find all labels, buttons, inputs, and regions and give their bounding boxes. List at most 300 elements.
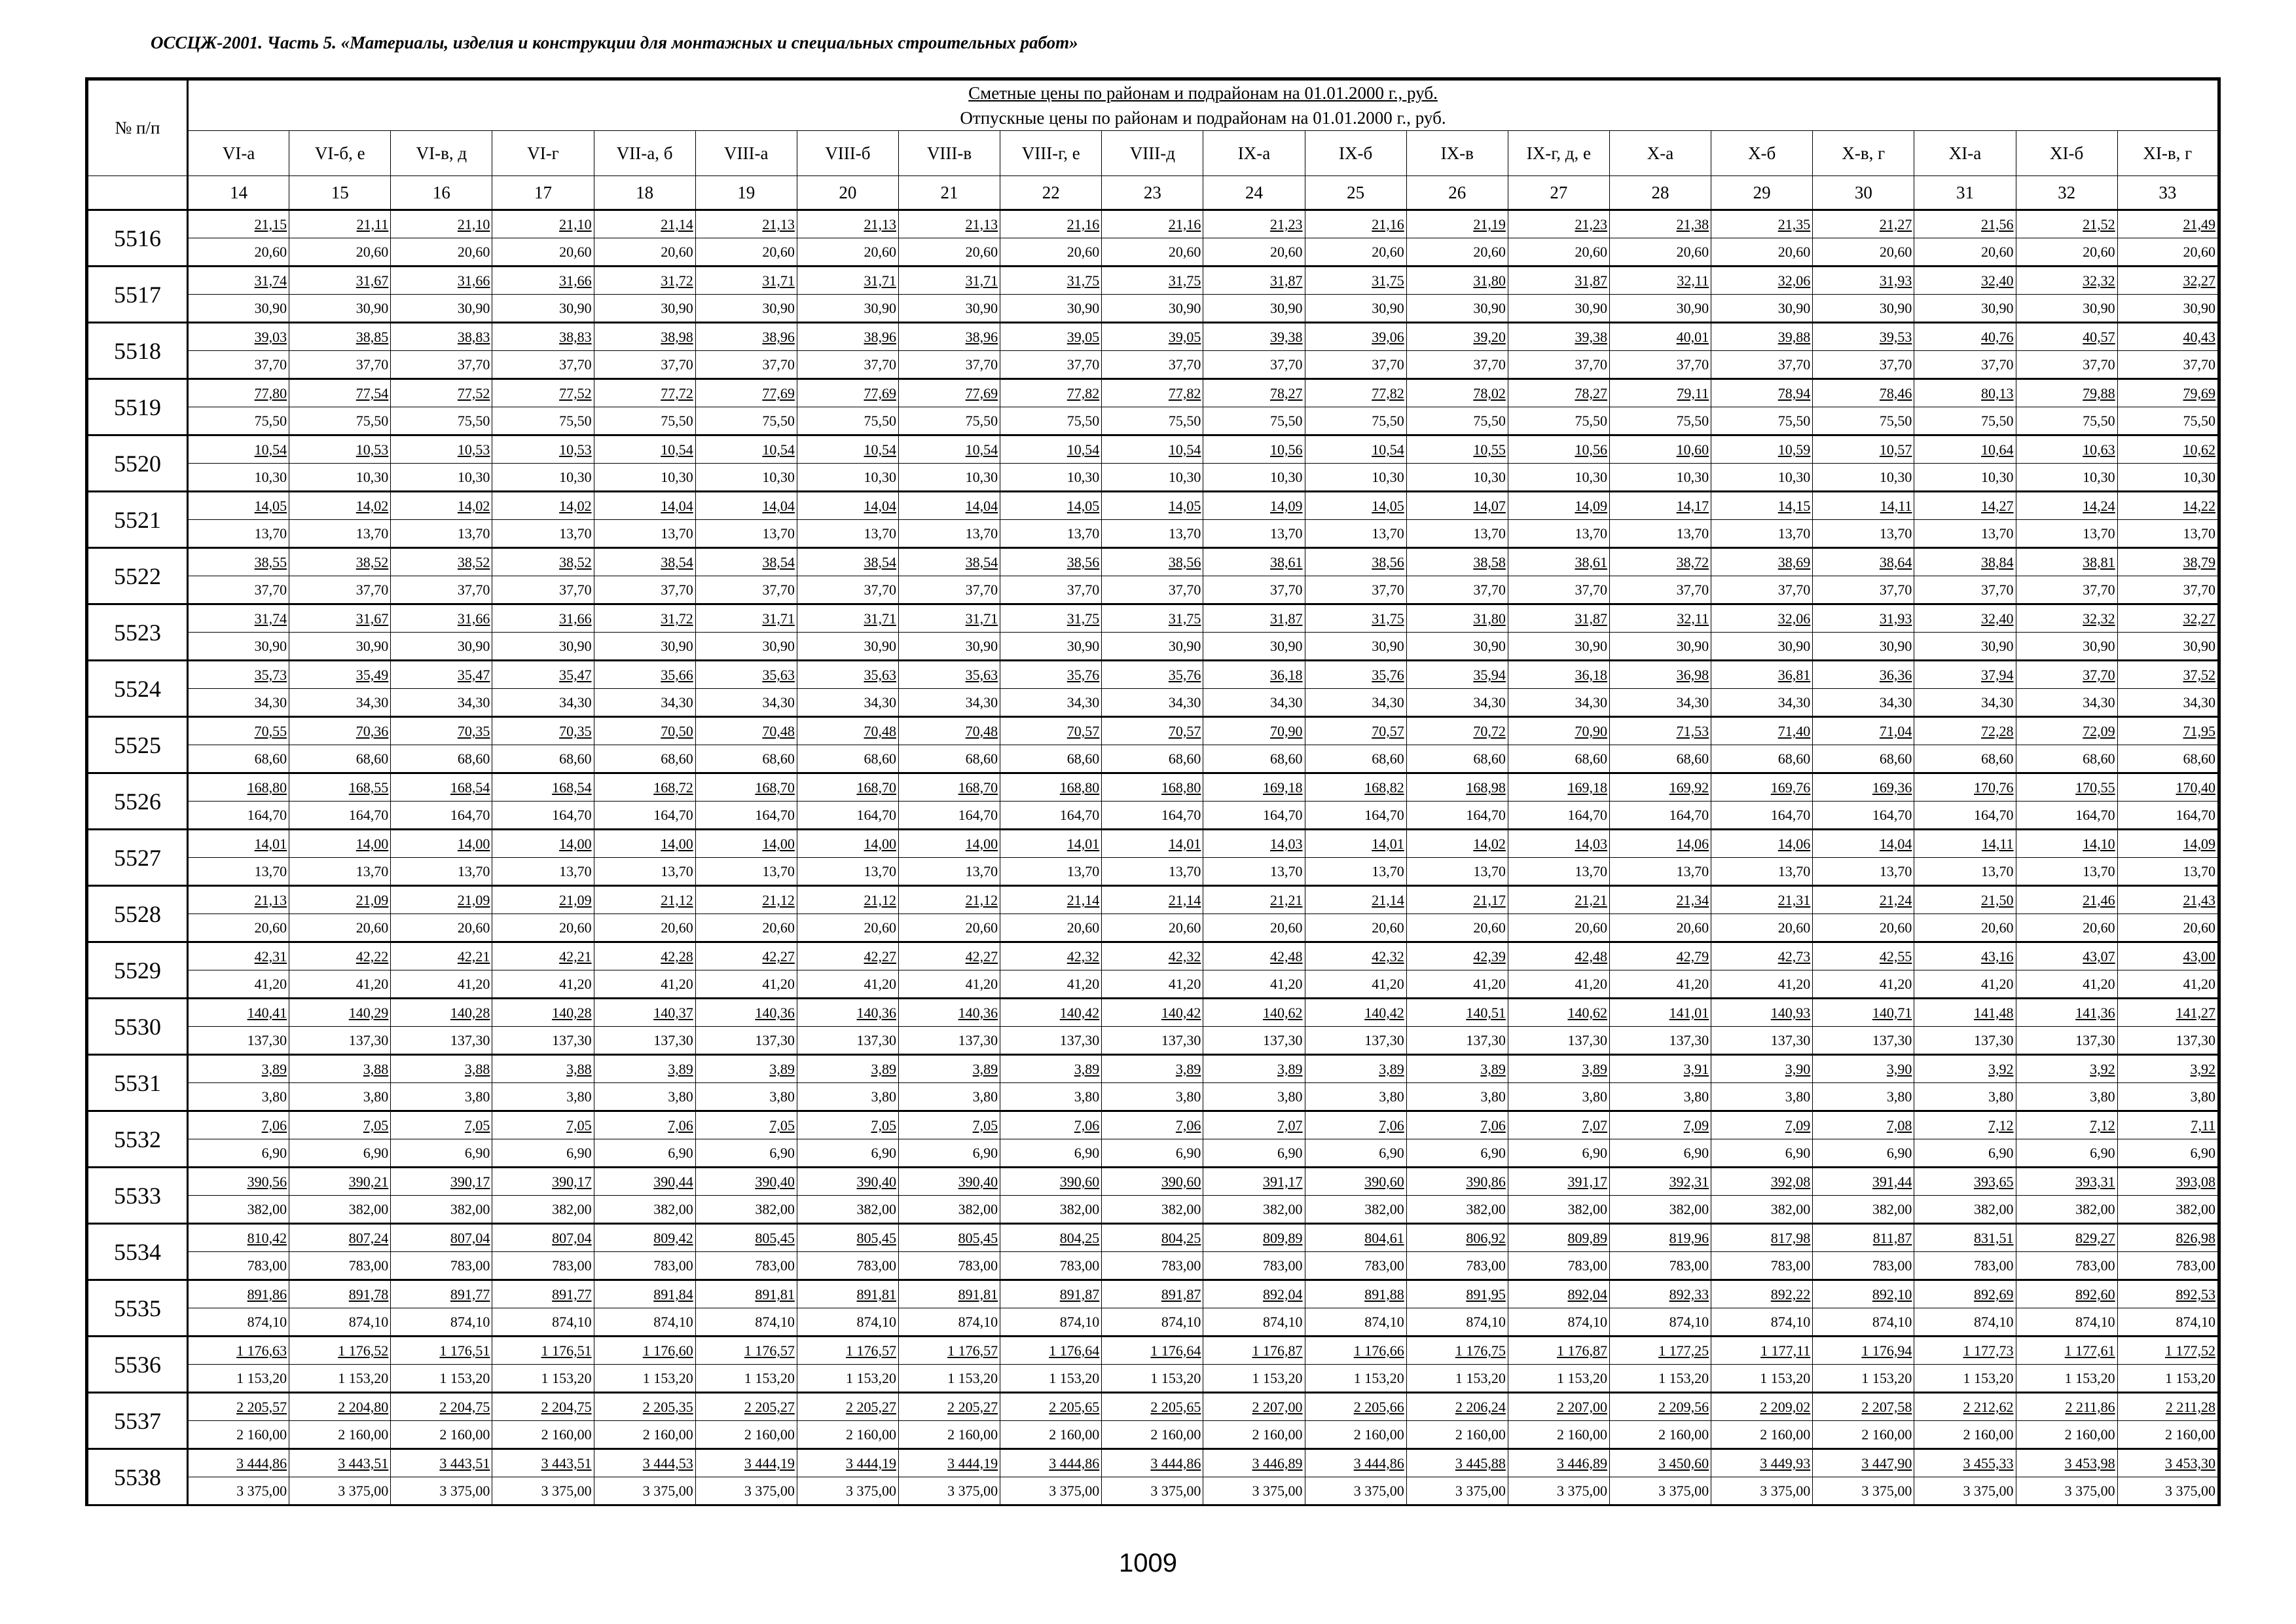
price-cell xyxy=(492,773,594,830)
price-cell xyxy=(898,1280,1000,1337)
release-price: 20,60 xyxy=(1407,913,1508,941)
release-price: 1 153,20 xyxy=(1407,1364,1508,1392)
release-price: 2 160,00 xyxy=(1711,1420,1812,1448)
price-cell xyxy=(391,717,492,773)
price-cell xyxy=(1711,435,1813,492)
estimated-price: 31,75 xyxy=(1066,272,1100,289)
estimated-price: 21,21 xyxy=(1270,892,1303,908)
estimated-price: 38,54 xyxy=(762,554,795,570)
estimated-price: 21,13 xyxy=(864,216,896,232)
estimated-price: 891,87 xyxy=(1059,1286,1100,1302)
price-cell xyxy=(1609,999,1711,1055)
release-price: 13,70 xyxy=(492,857,593,885)
estimated-price: 829,27 xyxy=(2075,1230,2115,1246)
estimated-price: 21,14 xyxy=(1168,892,1201,908)
price-cell xyxy=(1406,435,1508,492)
price-cell xyxy=(1813,886,1914,942)
price-cell xyxy=(1102,717,1203,773)
table-row xyxy=(87,886,2219,942)
price-cell xyxy=(2016,1280,2117,1337)
estimated-price: 79,88 xyxy=(2083,385,2115,401)
release-price: 41,20 xyxy=(189,970,289,997)
release-price: 75,50 xyxy=(696,407,797,434)
estimated-price: 42,73 xyxy=(1777,948,1811,965)
estimated-price: 35,73 xyxy=(254,667,287,683)
price-cell xyxy=(2117,1449,2219,1505)
estimated-price: 21,19 xyxy=(1473,216,1506,232)
release-price: 30,90 xyxy=(1407,294,1508,322)
release-price: 6,90 xyxy=(189,1139,289,1166)
release-price: 34,30 xyxy=(594,688,695,716)
estimated-price: 390,60 xyxy=(1059,1173,1100,1190)
release-price: 20,60 xyxy=(797,238,898,265)
estimated-price: 31,87 xyxy=(1270,272,1303,289)
release-price: 68,60 xyxy=(2118,745,2217,772)
price-cell xyxy=(1102,773,1203,830)
estimated-price: 141,36 xyxy=(2075,1005,2115,1021)
estimated-price: 42,31 xyxy=(254,948,287,965)
release-price: 6,90 xyxy=(1000,1139,1101,1166)
estimated-price: 7,11 xyxy=(2191,1117,2215,1134)
table-row xyxy=(87,717,2219,773)
price-cell xyxy=(1000,1337,1102,1393)
estimated-price: 31,75 xyxy=(1066,610,1100,627)
release-price: 13,70 xyxy=(2118,857,2217,885)
price-cell xyxy=(1914,604,2016,661)
estimated-price: 3 446,89 xyxy=(1556,1455,1607,1471)
estimated-price: 391,17 xyxy=(1567,1173,1607,1190)
release-price: 10,30 xyxy=(1203,463,1304,490)
price-cell xyxy=(492,1055,594,1111)
estimated-price: 38,83 xyxy=(457,329,490,345)
release-price: 34,30 xyxy=(2118,688,2217,716)
price-cell xyxy=(1203,604,1305,661)
estimated-price: 14,03 xyxy=(1270,836,1303,852)
estimated-price: 891,78 xyxy=(348,1286,389,1302)
price-cell xyxy=(2016,1055,2117,1111)
estimated-price: 3,89 xyxy=(668,1061,693,1077)
estimated-price: 40,76 xyxy=(1981,329,2014,345)
release-price: 10,30 xyxy=(696,463,797,490)
price-cell xyxy=(2117,492,2219,548)
region-header: IX-г, д, е xyxy=(1508,131,1609,176)
estimated-price: 37,52 xyxy=(2183,667,2215,683)
release-price: 34,30 xyxy=(1102,688,1203,716)
estimated-price: 21,11 xyxy=(356,216,389,232)
release-price: 30,90 xyxy=(289,632,390,659)
release-price: 3,80 xyxy=(1711,1082,1812,1110)
region-header: X-в, г xyxy=(1813,131,1914,176)
estimated-price: 36,18 xyxy=(1270,667,1303,683)
estimated-price: 390,40 xyxy=(755,1173,795,1190)
price-cell xyxy=(695,604,797,661)
estimated-price: 70,57 xyxy=(1168,723,1201,739)
column-number: 28 xyxy=(1609,176,1711,210)
release-price: 30,90 xyxy=(1813,632,1914,659)
estimated-price: 169,18 xyxy=(1567,779,1607,796)
release-price: 2 160,00 xyxy=(1102,1420,1203,1448)
release-price: 30,90 xyxy=(391,632,492,659)
table-row xyxy=(87,1280,2219,1337)
price-cell xyxy=(898,717,1000,773)
column-number: 26 xyxy=(1406,176,1508,210)
release-price: 10,30 xyxy=(1508,463,1609,490)
price-cell xyxy=(1813,1393,1914,1449)
estimated-price: 805,45 xyxy=(856,1230,896,1246)
price-cell xyxy=(1813,210,1914,267)
price-cell xyxy=(2117,1393,2219,1449)
price-cell xyxy=(797,1224,898,1280)
price-cell xyxy=(1203,1168,1305,1224)
estimated-price: 804,25 xyxy=(1059,1230,1100,1246)
release-price: 20,60 xyxy=(1813,913,1914,941)
release-price: 13,70 xyxy=(594,857,695,885)
release-price: 783,00 xyxy=(1407,1251,1508,1279)
release-price: 30,90 xyxy=(1610,294,1711,322)
price-cell xyxy=(898,830,1000,886)
release-price: 37,70 xyxy=(594,350,695,378)
estimated-price: 14,06 xyxy=(1777,836,1811,852)
price-cell xyxy=(1609,1393,1711,1449)
table-row xyxy=(87,1168,2219,1224)
estimated-price: 38,72 xyxy=(1676,554,1709,570)
price-cell xyxy=(797,942,898,999)
price-cell xyxy=(492,661,594,717)
estimated-price: 70,35 xyxy=(457,723,490,739)
price-cell xyxy=(898,548,1000,604)
estimated-price: 7,08 xyxy=(1886,1117,1912,1134)
estimated-price: 70,35 xyxy=(559,723,592,739)
estimated-price: 38,56 xyxy=(1168,554,1201,570)
table-row xyxy=(87,267,2219,323)
price-cell xyxy=(797,548,898,604)
estimated-price: 10,54 xyxy=(762,441,795,458)
price-cell xyxy=(492,1280,594,1337)
release-price: 382,00 xyxy=(1000,1195,1101,1223)
release-price: 37,70 xyxy=(1508,350,1609,378)
release-price: 30,90 xyxy=(1203,294,1304,322)
price-cell xyxy=(1609,773,1711,830)
release-price: 37,70 xyxy=(492,350,593,378)
release-price: 3,80 xyxy=(797,1082,898,1110)
estimated-price: 38,83 xyxy=(559,329,592,345)
release-price: 137,30 xyxy=(1508,1026,1609,1054)
estimated-price: 7,05 xyxy=(566,1117,592,1134)
estimated-price: 1 176,75 xyxy=(1455,1342,1506,1359)
table-row xyxy=(87,942,2219,999)
estimated-price: 42,27 xyxy=(762,948,795,965)
row-number: 5518 xyxy=(87,323,188,379)
price-cell xyxy=(2117,1168,2219,1224)
table-row xyxy=(87,1393,2219,1449)
estimated-price: 3 444,86 xyxy=(1150,1455,1201,1471)
release-price: 1 153,20 xyxy=(289,1364,390,1392)
price-cell xyxy=(1000,773,1102,830)
release-price: 2 160,00 xyxy=(1000,1420,1101,1448)
price-cell xyxy=(1406,267,1508,323)
estimated-price: 14,05 xyxy=(1168,498,1201,514)
estimated-price: 892,69 xyxy=(1974,1286,2014,1302)
release-price: 3 375,00 xyxy=(1711,1477,1812,1504)
price-cell xyxy=(2117,1224,2219,1280)
release-price: 382,00 xyxy=(1305,1195,1406,1223)
release-price: 30,90 xyxy=(391,294,492,322)
release-price: 30,90 xyxy=(2016,632,2117,659)
price-cell xyxy=(289,942,391,999)
estimated-price: 1 176,64 xyxy=(1150,1342,1201,1359)
release-price: 41,20 xyxy=(797,970,898,997)
estimated-price: 14,01 xyxy=(254,836,287,852)
estimated-price: 21,09 xyxy=(457,892,490,908)
release-price: 41,20 xyxy=(1508,970,1609,997)
price-cell xyxy=(797,435,898,492)
estimated-price: 32,32 xyxy=(2083,610,2115,627)
price-cell xyxy=(391,323,492,379)
release-price: 13,70 xyxy=(1000,519,1101,547)
price-cell xyxy=(1305,1224,1406,1280)
price-cell xyxy=(1203,210,1305,267)
row-number: 5531 xyxy=(87,1055,188,1111)
price-cell xyxy=(289,773,391,830)
release-price: 6,90 xyxy=(1711,1139,1812,1166)
release-price: 10,30 xyxy=(189,463,289,490)
price-cell xyxy=(797,830,898,886)
release-price: 10,30 xyxy=(1711,463,1812,490)
release-price: 13,70 xyxy=(189,857,289,885)
release-price: 20,60 xyxy=(1711,913,1812,941)
estimated-price: 14,10 xyxy=(2083,836,2115,852)
estimated-price: 31,80 xyxy=(1473,610,1506,627)
estimated-price: 819,96 xyxy=(1669,1230,1709,1246)
estimated-price: 71,95 xyxy=(2183,723,2215,739)
release-price: 30,90 xyxy=(1914,632,2015,659)
estimated-price: 1 177,52 xyxy=(2165,1342,2215,1359)
estimated-price: 78,27 xyxy=(1575,385,1607,401)
price-cell xyxy=(1914,1280,2016,1337)
estimated-price: 14,07 xyxy=(1473,498,1506,514)
column-number: 16 xyxy=(391,176,492,210)
release-price: 10,30 xyxy=(1813,463,1914,490)
price-cell xyxy=(492,1393,594,1449)
estimated-price: 140,41 xyxy=(247,1005,287,1021)
release-price: 68,60 xyxy=(797,745,898,772)
price-cell xyxy=(1102,548,1203,604)
release-price: 783,00 xyxy=(189,1251,289,1279)
price-cell xyxy=(695,1449,797,1505)
release-price: 2 160,00 xyxy=(1305,1420,1406,1448)
price-cell xyxy=(1000,661,1102,717)
estimated-price: 2 205,27 xyxy=(744,1399,795,1415)
release-price: 3,80 xyxy=(1305,1082,1406,1110)
estimated-price: 2 205,66 xyxy=(1353,1399,1404,1415)
price-cell xyxy=(1508,886,1609,942)
estimated-price: 892,04 xyxy=(1567,1286,1607,1302)
estimated-price: 21,49 xyxy=(2183,216,2215,232)
row-number: 5528 xyxy=(87,886,188,942)
release-price: 164,70 xyxy=(2016,801,2117,828)
release-price: 783,00 xyxy=(1508,1251,1609,1279)
price-cell xyxy=(1508,1111,1609,1168)
price-cell xyxy=(1000,830,1102,886)
estimated-price: 390,86 xyxy=(1466,1173,1506,1190)
price-cell xyxy=(2117,773,2219,830)
price-cell xyxy=(797,999,898,1055)
release-price: 20,60 xyxy=(1914,238,2015,265)
release-price: 1 153,20 xyxy=(899,1364,1000,1392)
release-price: 164,70 xyxy=(594,801,695,828)
price-cell xyxy=(1914,1393,2016,1449)
table-row xyxy=(87,210,2219,267)
release-price: 30,90 xyxy=(1203,632,1304,659)
release-price: 164,70 xyxy=(2118,801,2217,828)
price-cell xyxy=(1406,1168,1508,1224)
price-cell xyxy=(1406,210,1508,267)
price-cell xyxy=(289,435,391,492)
release-price: 3 375,00 xyxy=(391,1477,492,1504)
price-cell xyxy=(1000,1449,1102,1505)
price-cell xyxy=(1609,1449,1711,1505)
estimated-price: 42,22 xyxy=(355,948,389,965)
estimated-price: 31,75 xyxy=(1372,610,1404,627)
release-price: 20,60 xyxy=(1000,913,1101,941)
price-cell xyxy=(1813,999,1914,1055)
price-cell xyxy=(1203,717,1305,773)
estimated-price: 14,03 xyxy=(1575,836,1607,852)
price-cell xyxy=(1813,773,1914,830)
release-price: 37,70 xyxy=(289,350,390,378)
release-price: 3 375,00 xyxy=(1813,1477,1914,1504)
release-price: 874,10 xyxy=(696,1308,797,1335)
release-price: 382,00 xyxy=(594,1195,695,1223)
estimated-price: 14,27 xyxy=(1981,498,2014,514)
estimated-price: 2 207,00 xyxy=(1556,1399,1607,1415)
release-price: 20,60 xyxy=(1102,913,1203,941)
estimated-price: 31,87 xyxy=(1575,610,1607,627)
price-cell xyxy=(391,604,492,661)
estimated-price: 7,09 xyxy=(1785,1117,1811,1134)
release-price: 3 375,00 xyxy=(797,1477,898,1504)
price-cell xyxy=(1609,1055,1711,1111)
release-price: 2 160,00 xyxy=(2016,1420,2117,1448)
estimated-price: 140,93 xyxy=(1770,1005,1811,1021)
estimated-price: 1 176,60 xyxy=(642,1342,693,1359)
release-price: 164,70 xyxy=(1000,801,1101,828)
estimated-price: 38,61 xyxy=(1270,554,1303,570)
release-price: 20,60 xyxy=(391,238,492,265)
price-cell xyxy=(1406,492,1508,548)
release-price: 30,90 xyxy=(899,632,1000,659)
release-price: 75,50 xyxy=(1203,407,1304,434)
estimated-price: 170,76 xyxy=(1974,779,2014,796)
price-cell xyxy=(492,323,594,379)
price-cell xyxy=(898,999,1000,1055)
estimated-price: 10,55 xyxy=(1473,441,1506,458)
estimated-price: 7,06 xyxy=(261,1117,287,1134)
estimated-price: 140,37 xyxy=(653,1005,693,1021)
price-cell xyxy=(289,604,391,661)
column-number: 19 xyxy=(695,176,797,210)
price-cell xyxy=(1406,1111,1508,1168)
release-price: 6,90 xyxy=(492,1139,593,1166)
estimated-price: 42,32 xyxy=(1168,948,1201,965)
estimated-price: 14,01 xyxy=(1168,836,1201,852)
estimated-price: 1 177,25 xyxy=(1658,1342,1709,1359)
estimated-price: 168,70 xyxy=(755,779,795,796)
price-cell xyxy=(2016,661,2117,717)
estimated-price: 35,76 xyxy=(1372,667,1404,683)
price-cell xyxy=(391,1337,492,1393)
release-price: 783,00 xyxy=(696,1251,797,1279)
estimated-price: 169,18 xyxy=(1263,779,1303,796)
price-cell xyxy=(1000,717,1102,773)
price-cell xyxy=(2016,999,2117,1055)
price-cell xyxy=(1508,1280,1609,1337)
release-price: 382,00 xyxy=(391,1195,492,1223)
estimated-price: 39,38 xyxy=(1575,329,1607,345)
region-header: VII-а, б xyxy=(594,131,695,176)
price-cell xyxy=(695,1393,797,1449)
estimated-price: 21,23 xyxy=(1270,216,1303,232)
price-cell xyxy=(2016,1224,2117,1280)
price-cell xyxy=(188,773,289,830)
price-cell xyxy=(1711,717,1813,773)
price-cell xyxy=(1609,1168,1711,1224)
price-cell xyxy=(1000,1168,1102,1224)
release-price: 13,70 xyxy=(391,519,492,547)
estimated-price: 21,52 xyxy=(2083,216,2115,232)
price-cell xyxy=(1508,323,1609,379)
release-price: 30,90 xyxy=(1508,632,1609,659)
region-header: VI-б, е xyxy=(289,131,391,176)
release-price: 3 375,00 xyxy=(1000,1477,1101,1504)
estimated-price: 31,87 xyxy=(1575,272,1607,289)
estimated-price: 7,12 xyxy=(1988,1117,2014,1134)
price-cell xyxy=(695,886,797,942)
price-cell xyxy=(695,1168,797,1224)
price-cell xyxy=(1102,1224,1203,1280)
estimated-price: 169,92 xyxy=(1669,779,1709,796)
release-price: 30,90 xyxy=(1711,632,1812,659)
release-price: 41,20 xyxy=(594,970,695,997)
release-price: 20,60 xyxy=(1305,238,1406,265)
price-cell xyxy=(594,773,695,830)
estimated-price: 168,80 xyxy=(1161,779,1201,796)
estimated-price: 140,28 xyxy=(450,1005,490,1021)
price-cell xyxy=(1305,379,1406,435)
price-cell xyxy=(1711,661,1813,717)
estimated-price: 891,81 xyxy=(958,1286,998,1302)
region-header: VI-г xyxy=(492,131,594,176)
release-price: 783,00 xyxy=(1610,1251,1711,1279)
release-price: 137,30 xyxy=(391,1026,492,1054)
release-price: 6,90 xyxy=(1407,1139,1508,1166)
price-cell xyxy=(797,492,898,548)
release-price: 20,60 xyxy=(2016,238,2117,265)
estimated-price: 35,63 xyxy=(762,667,795,683)
price-cell xyxy=(492,830,594,886)
release-price: 137,30 xyxy=(1305,1026,1406,1054)
release-price: 382,00 xyxy=(2016,1195,2117,1223)
price-cell xyxy=(2117,1111,2219,1168)
estimated-price: 390,44 xyxy=(653,1173,693,1190)
estimated-price: 31,75 xyxy=(1168,610,1201,627)
release-price: 13,70 xyxy=(1407,857,1508,885)
estimated-price: 14,05 xyxy=(1372,498,1404,514)
table-row xyxy=(87,1224,2219,1280)
release-price: 3,80 xyxy=(2016,1082,2117,1110)
price-cell xyxy=(492,1449,594,1505)
price-cell xyxy=(898,379,1000,435)
